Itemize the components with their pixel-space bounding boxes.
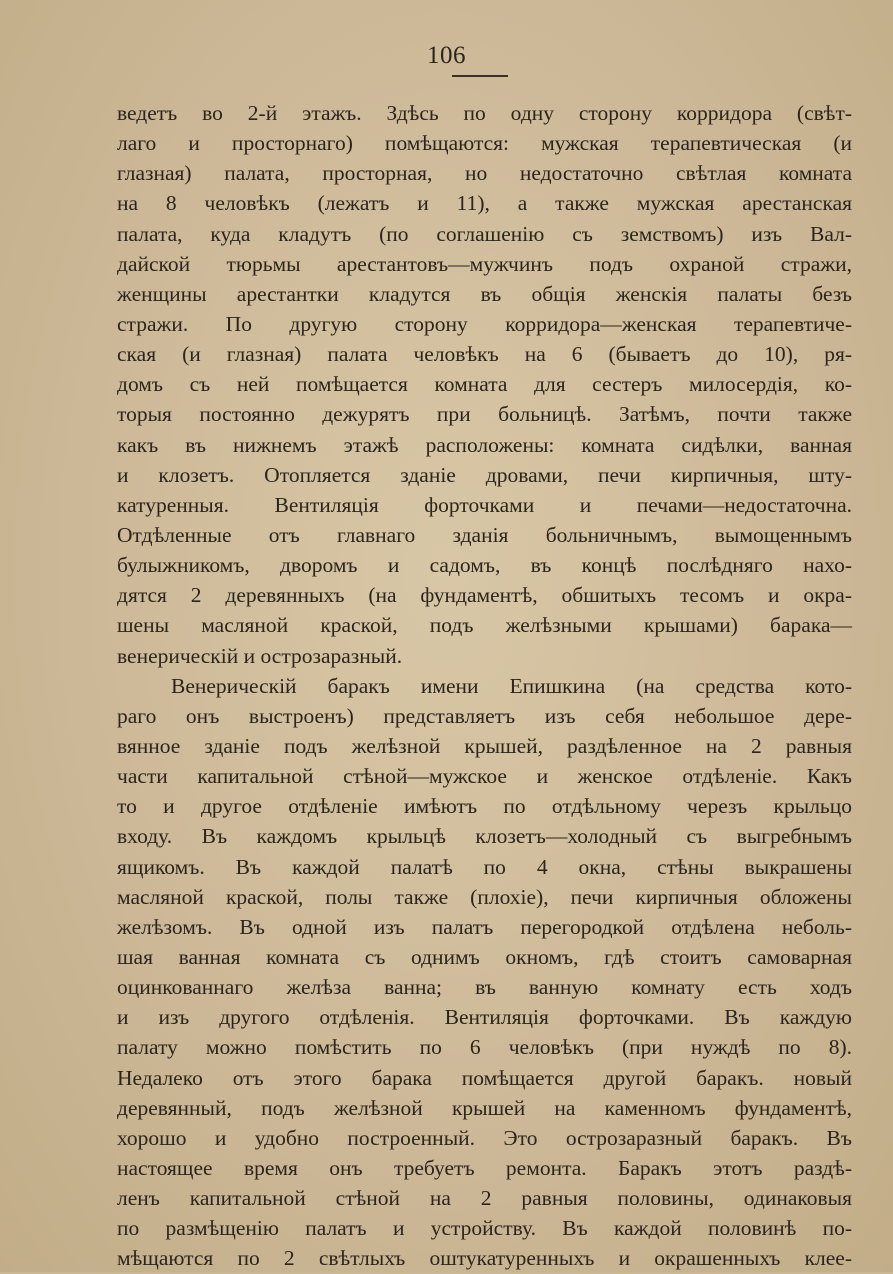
text-line: лаго и просторнаго) помѣщаются: мужская терапевтическая (и [117, 131, 852, 156]
text-line: части капитальной стѣной—мужское и женское отдѣленіе. Какъ [117, 764, 852, 789]
text-line: палата, куда кладутъ (по соглашенію съ земствомъ) изъ Вал- [117, 221, 852, 246]
text-line: какъ въ нижнемъ этажѣ расположены: комната сидѣлки, ванная [117, 432, 852, 457]
text-line: венерическій и острозаразный. [117, 643, 403, 668]
text-line: дятся 2 деревянныхъ (на фундаментѣ, обшитыхъ тесомъ и окра- [117, 583, 852, 608]
text-line: женщины арестантки кладутся въ общія женскія палаты безъ [117, 281, 852, 306]
text-line: вянное зданіе подъ желѣзной крышей, раздѣленное на 2 равныя [117, 733, 852, 758]
text-line: Венерическій баракъ имени Епишкина (на средства кото- [171, 673, 852, 698]
text-line: желѣзомъ. Въ одной изъ палатъ перегородкой отдѣлена неболь- [117, 914, 852, 939]
text-line: раго онъ выстроенъ) представляетъ изъ себя небольшое дере- [117, 703, 852, 728]
text-line: глазная) палата, просторная, но недостаточно свѣтлая комната [117, 161, 852, 186]
text-line: дайской тюрьмы арестантовъ—мужчинъ подъ охраной стражи, [117, 251, 852, 276]
text-line: стражи. По другую сторону корридора—женская терапевтиче- [117, 311, 852, 336]
text-line: шая ванная комната съ однимъ окномъ, гдѣ стоитъ самоварная [117, 944, 852, 969]
body-text [117, 98, 852, 1273]
text-line: мѣщаются по 2 свѣтлыхъ оштукатуренныхъ и окрашенныхъ клее- [117, 1246, 852, 1271]
text-line: катуренныя. Вентиляція форточками и печами—недостаточна. [117, 492, 852, 517]
text-line: то и другое отдѣленіе имѣютъ по отдѣльному черезъ крыльцо [117, 794, 852, 819]
page-number: 106 [427, 42, 466, 69]
text-line: ящикомъ. Въ каждой палатѣ по 4 окна, стѣны выкрашены [117, 854, 852, 879]
text-line: настоящее время онъ требуетъ ремонта. Баракъ этотъ раздѣ- [117, 1155, 852, 1180]
page-number-underline [452, 75, 508, 77]
text-line: шены масляной краской, подъ желѣзными крышами) барака— [117, 613, 852, 638]
text-line: ская (и глазная) палата человѣкъ на 6 (бываетъ до 10), ря- [117, 342, 852, 367]
text-line: по размѣщенію палатъ и устройству. Въ каждой половинѣ по- [117, 1216, 852, 1241]
text-line: входу. Въ каждомъ крыльцѣ клозетъ—холодный съ выгребнымъ [117, 824, 852, 849]
text-line: и клозетъ. Отопляется зданіе дровами, печи кирпичныя, шту- [117, 462, 852, 487]
text-line: деревянный, подъ желѣзной крышей на каменномъ фундаментѣ, [117, 1095, 852, 1120]
text-line: торыя постоянно дежурятъ при больницѣ. Затѣмъ, почти также [117, 402, 852, 427]
text-line: ведетъ во 2-й этажъ. Здѣсь по одну сторону корридора (свѣт- [117, 101, 852, 125]
text-line: и изъ другого отдѣленія. Вентиляція форточками. Въ каждую [117, 1005, 852, 1030]
text-line: Недалеко отъ этого барака помѣщается другой баракъ. новый [117, 1065, 852, 1090]
text-line: хорошо и удобно построенный. Это острозаразный баракъ. Въ [117, 1125, 852, 1150]
text-line: масляной краской, полы также (плохіе), печи кирпичныя обложены [117, 884, 852, 909]
text-line: булыжникомъ, дворомъ и садомъ, въ концѣ послѣдняго нахо- [117, 553, 852, 578]
text-line: домъ съ ней помѣщается комната для сестеръ милосердія, ко- [117, 372, 852, 397]
text-line: ленъ капитальной стѣной на 2 равныя половины, одинаковыя [117, 1186, 852, 1211]
text-line: Отдѣленные отъ главнаго зданія больничнымъ, вымощеннымъ [117, 522, 852, 547]
text-line: оцинкованнаго желѣза ванна; въ ванную комнату есть ходъ [117, 975, 852, 1000]
text-line: на 8 человѣкъ (лежатъ и 11), а также мужская арестанская [117, 191, 852, 216]
text-line: палату можно помѣстить по 6 человѣкъ (при нуждѣ по 8). [117, 1035, 852, 1060]
